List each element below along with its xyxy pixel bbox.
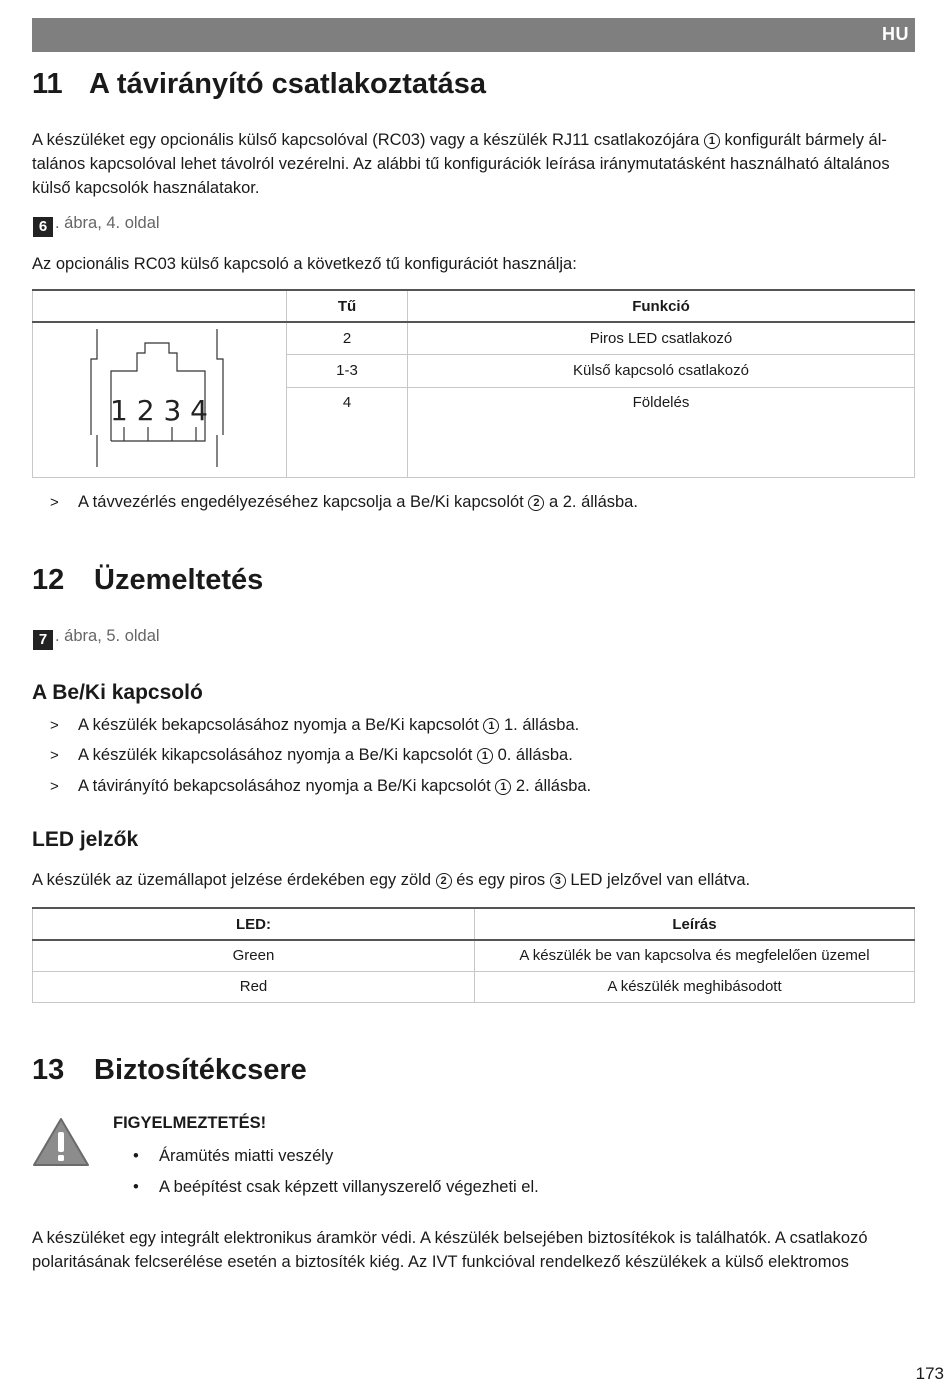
figure-number-box: 6 xyxy=(33,217,53,237)
bullet-text: A távirányító bekapcsolásához nyomja a Be/Ki kapcsolót xyxy=(78,777,491,795)
connector-pin-numbers: 1 2 3 4 xyxy=(110,394,208,427)
remote-enable-step xyxy=(50,490,638,515)
section-title: Üzemeltetés xyxy=(94,564,264,596)
pin-cell: 4 xyxy=(287,387,408,477)
function-column-header: Funkció xyxy=(408,290,915,322)
description-cell: A készülék meghibásodott xyxy=(475,971,915,1002)
bullet-text: A készülék kikapcsolásához nyomja a Be/Ki kapcsolót xyxy=(78,746,473,764)
pin-cell: 2 xyxy=(287,322,408,355)
fuse-paragraph xyxy=(32,1226,917,1274)
led-intro-paragraph xyxy=(32,868,917,892)
section-number: 11 xyxy=(32,68,63,100)
description-column-header: Leírás xyxy=(475,908,915,940)
pin-table-blank-header xyxy=(33,290,287,322)
section-12-heading xyxy=(32,564,263,597)
bullet-text-end: 2. állásba. xyxy=(515,777,592,795)
section-title: A távirányító csatlakoztatása xyxy=(89,68,487,100)
section-number: 12 xyxy=(32,564,65,596)
rj11-connector-diagram-cell xyxy=(33,322,287,478)
list-item xyxy=(50,774,591,799)
led-cell: Green xyxy=(33,940,475,971)
intro-text-part1: A készüléket egy opcionális külső kapcsolóval (RC03) vagy a készülék RJ11 csatlakozójára xyxy=(32,131,700,149)
section-title: Biztosítékcsere xyxy=(94,1054,307,1086)
bullet-text-end: 1. állásba. xyxy=(504,716,580,734)
section-13-heading xyxy=(32,1054,307,1087)
warning-title: FIGYELMEZTETÉS! xyxy=(113,1114,267,1132)
led-table xyxy=(32,907,915,1003)
bullet-arrow-icon: > xyxy=(50,778,59,795)
warning-triangle-icon xyxy=(31,1116,91,1168)
callout-1-icon: 1 xyxy=(477,748,493,764)
callout-2-icon: 2 xyxy=(436,873,452,889)
warning-item xyxy=(133,1175,539,1199)
figure-reference xyxy=(33,214,160,237)
page-number: 173 xyxy=(915,1364,944,1383)
onoff-switch-subheading: A Be/Ki kapcsoló xyxy=(32,681,203,704)
callout-1-icon: 1 xyxy=(704,133,720,149)
figure-ref-text: . ábra, 5. oldal xyxy=(55,627,160,645)
function-cell: Földelés xyxy=(408,387,915,477)
section-11-heading xyxy=(32,68,486,101)
intro-paragraph xyxy=(32,128,917,200)
function-cell: Külső kapcsoló csatlakozó xyxy=(408,355,915,388)
intro-text-line3: külső kapcsolók használatakor. xyxy=(32,179,260,197)
callout-3-icon: 3 xyxy=(550,873,566,889)
list-item xyxy=(50,743,573,768)
function-cell: Piros LED csatlakozó xyxy=(408,322,915,355)
intro-text-part2: konfigurált bármely ál- xyxy=(724,131,887,149)
bullet-text-end: 0. állásba. xyxy=(497,746,573,764)
pin-column-header: Tű xyxy=(287,290,408,322)
warning-item-text: Áramütés miatti veszély xyxy=(159,1147,334,1165)
fuse-paragraph-line1: A készüléket egy integrált elektronikus áramkör védi. A készülék belsejében biztosítékok is találhatók. A csatlakozó xyxy=(32,1229,868,1247)
figure-reference xyxy=(33,627,160,650)
bullet-arrow-icon: > xyxy=(50,717,59,734)
bullet-dot-icon: • xyxy=(133,1178,139,1196)
warning-item-text: A beépítést csak képzett villanyszerelő végezheti el. xyxy=(159,1178,539,1196)
rj11-connector-diagram xyxy=(33,323,286,473)
fuse-paragraph-line2: polaritásának felcserélése esetén a biztosíték kiég. Az IVT funkcióval rendelkező készülékek a külső elektromos xyxy=(32,1253,849,1271)
bullet-text: A készülék bekapcsolásához nyomja a Be/Ki kapcsolót xyxy=(78,716,479,734)
language-label: HU xyxy=(882,24,909,44)
led-cell: Red xyxy=(33,971,475,1002)
led-intro-part2: és egy piros xyxy=(456,871,546,889)
pin-cell: 1-3 xyxy=(287,355,408,388)
callout-1-icon: 1 xyxy=(483,718,499,734)
bullet-arrow-icon: > xyxy=(50,494,59,511)
step-text-part1: A távvezérlés engedélyezéséhez kapcsolja a Be/Ki kapcsolót xyxy=(78,493,524,511)
figure-ref-text: . ábra, 4. oldal xyxy=(55,214,160,232)
callout-1-icon: 1 xyxy=(495,779,511,795)
bullet-dot-icon: • xyxy=(133,1147,139,1165)
pin-table xyxy=(32,289,915,478)
header-bar xyxy=(32,18,915,52)
bullet-arrow-icon: > xyxy=(50,747,59,764)
pin-intro-text: Az opcionális RC03 külső kapcsoló a következő tű konfigurációt használja: xyxy=(32,255,577,273)
intro-text-line2: talános kapcsolóval lehet távolról vezérelni. Az alábbi tű konfigurációk leírása iránymutatásként használható általános xyxy=(32,155,890,173)
led-column-header: LED: xyxy=(33,908,475,940)
step-text-part2: a 2. állásba. xyxy=(548,493,638,511)
callout-2-icon: 2 xyxy=(528,495,544,511)
list-item xyxy=(50,713,579,738)
led-indicators-subheading: LED jelzők xyxy=(32,828,139,851)
figure-number-box: 7 xyxy=(33,630,53,650)
section-number: 13 xyxy=(32,1054,65,1086)
warning-item xyxy=(133,1144,333,1168)
led-intro-part1: A készülék az üzemállapot jelzése érdekében egy zöld xyxy=(32,871,431,889)
description-cell: A készülék be van kapcsolva és megfelelően üzemel xyxy=(475,940,915,971)
led-intro-part3: LED jelzővel van ellátva. xyxy=(570,871,751,889)
